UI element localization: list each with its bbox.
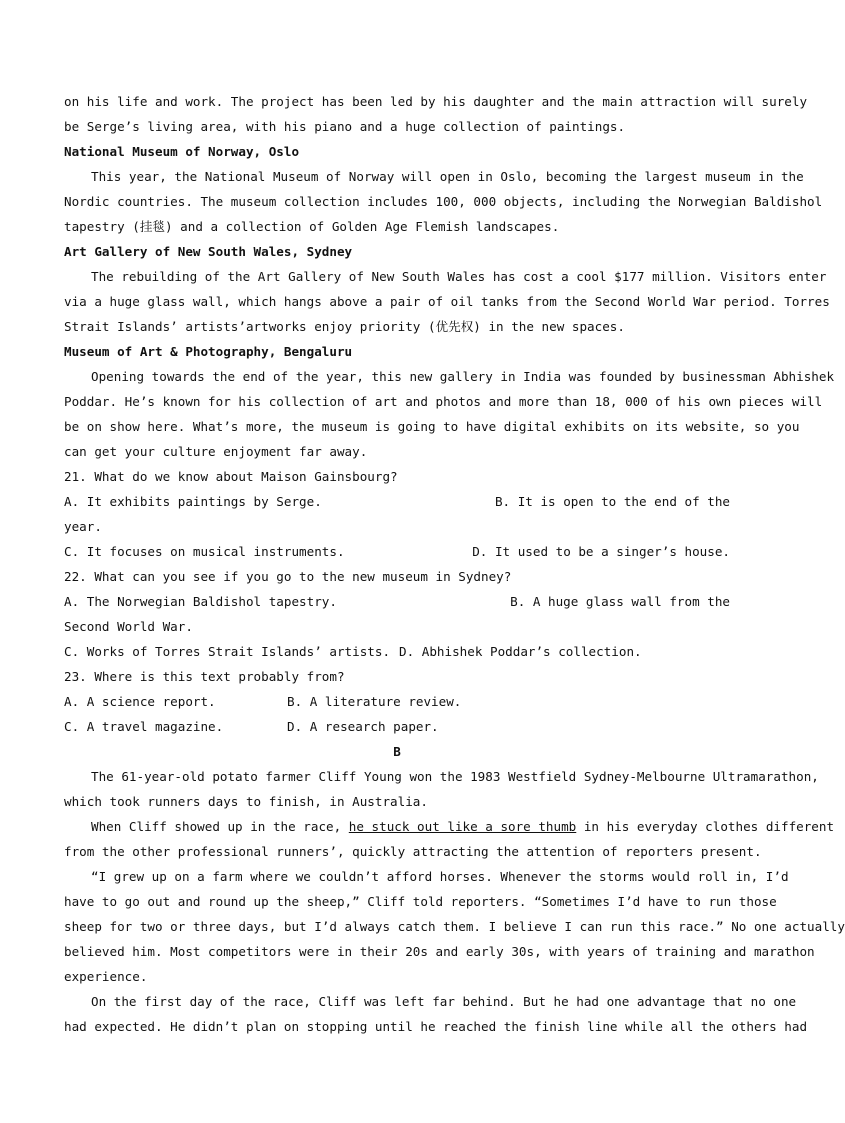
paragraph-line: which took runners days to finish, in Australia. — [64, 794, 428, 809]
paragraph-line: On the first day of the race, Cliff was left far behind. But he had one advantage that no one — [91, 994, 797, 1009]
option-b-continued: Second World War. — [64, 619, 193, 634]
paragraph-line: This year, the National Museum of Norway will open in Oslo, becoming the largest museum in the — [91, 169, 804, 184]
question-23-options-ab — [64, 689, 730, 714]
paragraph-line: believed him. Most competitors were in their 20s and early 30s, with years of training and marathon — [64, 944, 815, 959]
option-c: C. A travel magazine. — [64, 719, 224, 734]
option-d: D. A research paper. — [287, 719, 439, 734]
question-21-options-ab — [64, 489, 730, 514]
question-23-stem: 23. Where is this text probably from? — [64, 669, 345, 684]
paragraph-line: be on show here. What’s more, the museum is going to have digital exhibits on its website, so you — [64, 419, 800, 434]
paragraph-line: experience. — [64, 969, 148, 984]
option-d: D. It used to be a singer’s house. — [472, 544, 730, 559]
text-after: in his everyday clothes different — [576, 819, 835, 834]
question-21-stem: 21. What do we know about Maison Gainsbourg? — [64, 469, 398, 484]
paragraph-line: tapestry (挂毯) and a collection of Golden Age Flemish landscapes. — [64, 219, 560, 234]
option-a: A. A science report. — [64, 694, 216, 709]
question-22-stem: 22. What can you see if you go to the new museum in Sydney? — [64, 569, 512, 584]
text-before: When Cliff showed up in the race, — [91, 819, 349, 834]
paragraph-line: “I grew up on a farm where we couldn’t afford horses. Whenever the storms would roll in, I’d — [91, 869, 789, 884]
paragraph-line-with-underline — [64, 814, 835, 839]
paragraph-line: from the other professional runners’, quickly attracting the attention of reporters present. — [64, 844, 762, 859]
paragraph-line: via a huge glass wall, which hangs above a pair of oil tanks from the Second World War period. Torres — [64, 294, 830, 309]
option-a: A. The Norwegian Baldishol tapestry. — [64, 594, 337, 609]
option-b: B. A huge glass wall from the — [510, 594, 730, 609]
paragraph-line: Opening towards the end of the year, this new gallery in India was founded by businessman Abhishek — [91, 369, 835, 384]
paragraph-line: have to go out and round up the sheep,” Cliff told reporters. “Sometimes I’d have to run those — [64, 894, 777, 909]
option-d: D. Abhishek Poddar’s collection. — [399, 644, 642, 659]
paragraph-line: Strait Islands’ artists’artworks enjoy priority (优先权) in the new spaces. — [64, 319, 625, 334]
paragraph-line: The rebuilding of the Art Gallery of New South Wales has cost a cool $177 million. Visitors enter — [91, 269, 827, 284]
section-b-label: B — [393, 744, 401, 759]
museum-heading-bengaluru: Museum of Art & Photography, Bengaluru — [64, 344, 353, 359]
museum-heading-oslo: National Museum of Norway, Oslo — [64, 144, 300, 159]
intro-line: on his life and work. The project has been led by his daughter and the main attraction will surely — [64, 94, 808, 109]
option-b-continued: year. — [64, 519, 102, 534]
option-b: B. It is open to the end of the — [494, 494, 730, 509]
paragraph-line: sheep for two or three days, but I’d always catch them. I believe I can run this race.” No one actually — [64, 919, 845, 934]
option-c: C. It focuses on musical instruments. — [64, 544, 345, 559]
paragraph-line: Poddar. He’s known for his collection of art and photos and more than 18, 000 of his own pieces will — [64, 394, 823, 409]
museum-heading-sydney: Art Gallery of New South Wales, Sydney — [64, 244, 353, 259]
paragraph-line: can get your culture enjoyment far away. — [64, 444, 368, 459]
option-c: C. Works of Torres Strait Islands’ artists. — [64, 644, 391, 659]
intro-line: be Serge’s living area, with his piano and a huge collection of paintings. — [64, 119, 626, 134]
paragraph-line: had expected. He didn’t plan on stopping until he reached the finish line while all the others had — [64, 1019, 808, 1034]
question-22-options-ab — [64, 589, 730, 614]
option-a: A. It exhibits paintings by Serge. — [64, 494, 322, 509]
underlined-phrase: he stuck out like a sore thumb — [348, 819, 577, 834]
question-22-options-cd — [64, 639, 730, 664]
paragraph-line: Nordic countries. The museum collection includes 100, 000 objects, including the Norwegian Baldishol — [64, 194, 823, 209]
option-b: B. A literature review. — [287, 694, 462, 709]
question-23-options-cd — [64, 714, 730, 739]
question-21-options-cd — [64, 539, 730, 564]
document-page — [64, 89, 845, 1039]
paragraph-line: The 61-year-old potato farmer Cliff Young won the 1983 Westfield Sydney-Melbourne Ultramarathon, — [91, 769, 819, 784]
